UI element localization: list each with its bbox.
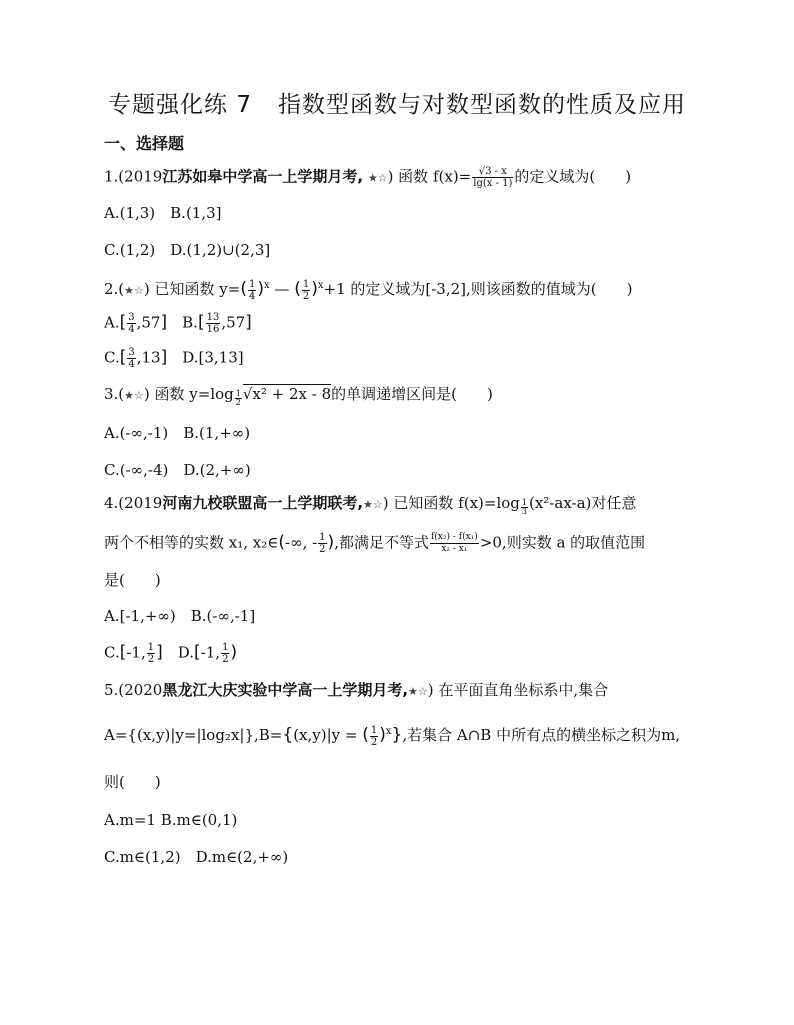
difficulty-star-icon: ★☆ <box>408 685 428 698</box>
question-5-line-2: A={(x,y)|y=|log₂x|},B={(x,y)|y = ( $\frac{1}{2}$ )$^x$},若集合 A∩B 中所有点的横坐标之积为m, <box>104 724 681 748</box>
question-4-options-cd: C.[-1, $\frac{1}{2}$ ] D.[-1, $\frac{1}{2}$ ) <box>104 642 238 665</box>
question-4-line-2: 两个不相等的实数 x₁, x₂∈(-∞, - $\frac{1}{2}$ ),都满足不等式 $\frac{\text{f(x₂) - f(x₁)}}{\text{x₂ - x₁}}$ >0,则实数 a 的取值范围 <box>104 532 646 555</box>
fraction: $\frac{√3 - x}{\lg(x - 1)}$ <box>473 166 513 189</box>
question-3-options-ab: A.(-∞,-1) B.(1,+∞) <box>104 424 251 442</box>
question-2: 2.(★☆) 已知函数 y=( $\frac{1}{4}$ )$^x$ — ( $\frac{1}{2}$ )$^x$+1 的定义域为[-3,2],则该函数的值域为( ) <box>104 278 633 302</box>
question-1-options-ab: A.(1,3) B.(1,3] <box>104 204 222 222</box>
question-3: 3.(★☆) 函数 y=log $\frac{1}{2}$ √x² + 2x - 8的单调递增区间是( ) <box>104 385 493 407</box>
question-5-options-cd: C.m∈(1,2) D.m∈(2,+∞) <box>104 848 289 866</box>
question-5-options-ab: A.m=1 B.m∈(0,1) <box>104 811 238 829</box>
difficulty-star-icon: ★☆ <box>363 498 383 511</box>
question-4: 4.(2019河南九校联盟高一上学期联考,★☆) 已知函数 f(x)=log $\frac{1}{3}$ (x²-ax-a)对任意 <box>104 494 637 516</box>
question-2-options-cd: C.[ $\frac{3}{4}$ ,13] D.[3,13] <box>104 347 244 370</box>
question-5-line-3: 则( ) <box>104 773 161 791</box>
question-1: 1.(2019江苏如皋中学高一上学期月考, ★☆) 函数 f(x)= $\frac{√3 - x}{\lg(x - 1)}$ 的定义域为( ) <box>104 166 632 189</box>
difficulty-star-icon: ★☆ <box>124 284 144 297</box>
difficulty-star-icon: ★☆ <box>367 171 388 185</box>
difficulty-star-icon: ★☆ <box>124 389 144 402</box>
question-2-options-ab: A.[ $\frac{3}{4}$ ,57] B.[ $\frac{13}{16}$ ,57] <box>104 312 252 335</box>
question-1-options-cd: C.(1,2) D.(1,2)∪(2,3] <box>104 241 271 259</box>
question-4-options-ab: A.[-1,+∞) B.(-∞,-1] <box>104 607 256 625</box>
title-right: 指数型函数与对数型函数的性质及应用 <box>277 92 686 118</box>
question-3-options-cd: C.(-∞,-4) D.(2,+∞) <box>104 461 251 479</box>
question-4-line-3: 是( ) <box>104 571 161 589</box>
section-heading: 一、选择题 <box>104 134 185 153</box>
page-title <box>0 86 794 119</box>
question-5: 5.(2020黑龙江大庆实验中学高一上学期月考,★☆) 在平面直角坐标系中,集合 <box>104 681 609 699</box>
title-left: 专题强化练 7 <box>108 92 252 118</box>
